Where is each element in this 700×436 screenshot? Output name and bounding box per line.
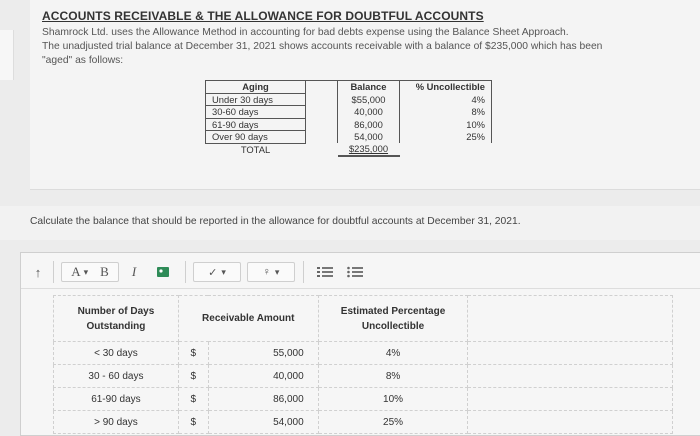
pencil-icon: ✓ — [208, 266, 218, 279]
problem-card — [30, 0, 700, 190]
balance-cell: $55,000 — [338, 93, 400, 106]
days-header — [54, 296, 179, 342]
pct-cell: 4% — [400, 93, 492, 106]
total-value: $235,000 — [338, 143, 400, 156]
amount-cell[interactable]: 40,000 — [208, 365, 318, 388]
pct-header — [318, 296, 468, 342]
table-row — [54, 342, 673, 365]
aging-table-header — [206, 81, 492, 94]
pct-header-line-1: Estimated Percentage — [340, 305, 446, 317]
empty-cell[interactable] — [468, 411, 673, 434]
days-cell[interactable]: 30 - 60 days — [54, 365, 179, 388]
bulleted-list-button[interactable] — [343, 262, 367, 282]
aging-cell: 30-60 days — [206, 106, 306, 119]
chevron-down-icon: ▾ — [221, 266, 226, 277]
aging-row — [206, 106, 492, 119]
image-icon[interactable] — [153, 262, 173, 282]
pct-cell: 25% — [400, 131, 492, 144]
table-row — [54, 365, 673, 388]
side-card — [0, 30, 14, 80]
pct-cell[interactable]: 4% — [318, 342, 468, 365]
editor-toolbar — [21, 253, 700, 289]
pct-cell: 10% — [400, 118, 492, 131]
currency-cell[interactable]: $ — [178, 365, 208, 388]
table-row — [54, 411, 673, 434]
font-color-menu[interactable] — [61, 262, 119, 282]
table-row — [54, 388, 673, 411]
empty-cell[interactable] — [468, 388, 673, 411]
balance-cell: 40,000 — [338, 106, 400, 119]
answer-editor[interactable] — [20, 252, 700, 436]
chevron-down-icon: ▾ — [83, 266, 89, 277]
problem-text — [42, 26, 682, 68]
balance-header: Balance — [338, 81, 400, 94]
problem-line-3: "aged" as follows: — [42, 55, 124, 66]
aging-row — [206, 93, 492, 106]
aging-cell: Under 30 days — [206, 93, 306, 106]
days-cell[interactable]: 61-90 days — [54, 388, 179, 411]
empty-header-cell[interactable] — [468, 296, 673, 342]
special-char-menu[interactable] — [247, 262, 295, 282]
days-cell[interactable]: > 90 days — [54, 411, 179, 434]
balance-cell: 54,000 — [338, 131, 400, 144]
pct-cell: 8% — [400, 106, 492, 119]
currency-cell[interactable]: $ — [178, 411, 208, 434]
amount-cell[interactable]: 55,000 — [208, 342, 318, 365]
paragraph-icon[interactable]: ↑ — [34, 264, 42, 280]
italic-button[interactable]: I — [131, 264, 137, 279]
amount-cell[interactable]: 86,000 — [208, 388, 318, 411]
pct-cell[interactable]: 10% — [318, 388, 468, 411]
aging-row — [206, 131, 492, 144]
aging-table — [205, 80, 492, 157]
currency-cell[interactable]: $ — [178, 388, 208, 411]
problem-line-1: Shamrock Ltd. uses the Allowance Method in accounting for bad debts expense using the Balance Sheet Approach. — [42, 27, 569, 38]
days-header-line-2: Outstanding — [86, 320, 146, 332]
problem-line-2: The unadjusted trial balance at December 31, 2021 shows accounts receivable with a balance of $235,000 which has been — [42, 41, 603, 52]
font-color-icon: A — [71, 264, 81, 279]
empty-cell[interactable] — [468, 365, 673, 388]
pct-cell[interactable]: 8% — [318, 365, 468, 388]
pct-header-line-2: Uncollectible — [361, 320, 425, 332]
image-glyph-icon — [156, 265, 170, 279]
chevron-down-icon: ▾ — [274, 266, 280, 277]
highlight-menu[interactable] — [193, 262, 241, 282]
aging-row — [206, 118, 492, 131]
bold-button[interactable]: B — [100, 264, 109, 279]
question-text: Calculate the balance that should be reported in the allowance for doubtful accounts at December 31, 2021. — [30, 216, 521, 227]
answer-table[interactable] — [53, 295, 673, 434]
empty-cell[interactable] — [468, 342, 673, 365]
numbered-list-icon — [317, 266, 333, 278]
answer-table-header — [54, 296, 673, 342]
aging-total-row — [206, 143, 492, 156]
problem-title: ACCOUNTS RECEIVABLE & THE ALLOWANCE FOR DOUBTFUL ACCOUNTS — [42, 9, 484, 23]
days-header-line-1: Number of Days — [77, 305, 155, 317]
pct-cell[interactable]: 25% — [318, 411, 468, 434]
receivable-header: Receivable Amount — [178, 296, 318, 342]
numbered-list-button[interactable] — [313, 262, 337, 282]
pct-header: % Uncollectible — [400, 81, 492, 94]
aging-cell: Over 90 days — [206, 131, 306, 144]
aging-cell: 61-90 days — [206, 118, 306, 131]
days-cell[interactable]: < 30 days — [54, 342, 179, 365]
total-label: TOTAL — [206, 143, 306, 156]
special-char-icon: ♀ — [262, 266, 271, 278]
balance-cell: 86,000 — [338, 118, 400, 131]
bulleted-list-icon — [347, 266, 363, 278]
currency-cell[interactable]: $ — [178, 342, 208, 365]
aging-header: Aging — [206, 81, 306, 94]
amount-cell[interactable]: 54,000 — [208, 411, 318, 434]
